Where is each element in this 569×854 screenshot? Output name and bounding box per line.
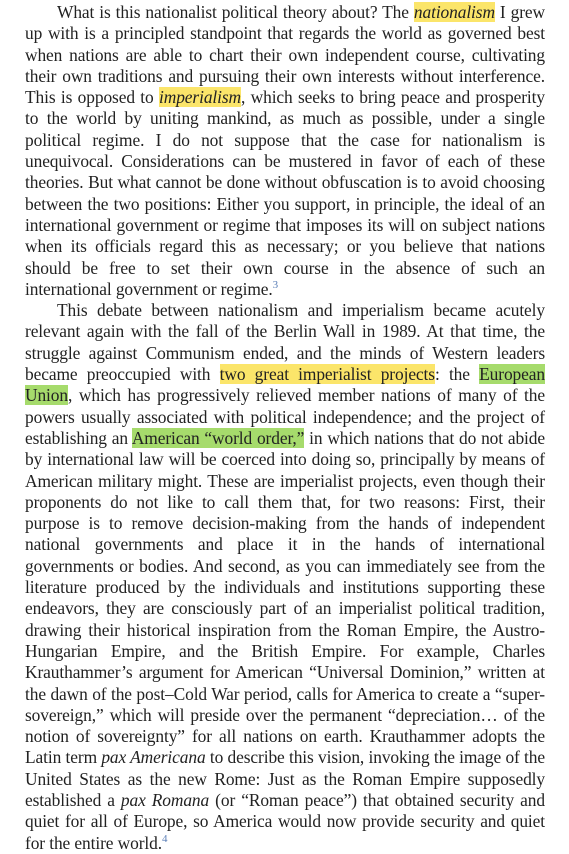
paragraph-post-cold-war-debate — [25, 300, 545, 854]
highlight-american-world-order: American “world order,” — [131, 427, 305, 448]
text-run: to describe this vision, invoking the image of the United States as the new Rome: Just as the Roman Empire supposedly established a — [25, 747, 545, 810]
text-run: : the — [434, 364, 480, 385]
highlight-european-union: European Union — [25, 364, 545, 406]
highlight-imperialism: imperialism — [159, 87, 242, 108]
text-run: in which nations that do not abide by international law will be coerced into doing so, principally by means of American military might. These are imperialist projects, even though their proponents do not like to call them that, for two reasons: First, their purpose is to remove decision-making from the hands of independent national governments and place it in the hands of international governments or bodies. And second, as you can immediately see from the literature produced by the individuals and institutions supporting these endeavors, they are consciously part of an imperialist political tradition, drawing their historical inspiration from the Roman Empire, the Austro-Hungarian Empire, and the British Empire. For example, Charles Krauthammer’s argument for American “Universal Dominion,” written at the dawn of the post–Cold War period, calls for America to create a “super-sovereign,” which will preside over the permanent “depreciation… of the notion of sovereignty” for all nations on earth. Krauthammer adopts the Latin term — [25, 427, 545, 768]
text-run: , which has progressively relieved member nations of many of the powers usually associated with political independence; and the project of establishing an — [25, 385, 545, 448]
text-run: I grew up with is a principled standpoint that regards the world as governed best when nations are able to chart their own independent course, cultivating their own traditions and pursuing their own interests without interference. This is opposed to — [25, 2, 545, 108]
italic-pax-americana: pax Americana — [101, 747, 206, 768]
text-run: This debate between nationalism and imperialism became acutely relevant again with the fall of the Berlin Wall in 1989. At that time, the struggle against Communism ended, and the minds of Western leaders became preoccupied with — [25, 300, 545, 385]
footnote-marker-3[interactable]: 3 — [272, 279, 279, 292]
italic-pax-romana: pax Romana — [120, 789, 210, 810]
highlight-imperialist-projects: two great imperialist projects — [219, 364, 435, 385]
text-run: , which seeks to bring peace and prosperity to the world by uniting mankind, as much as possible, under a single political regime. I do not suppose that the case for nationalism is unequivocal. Considerations can be mustered in favor of each of these theories. But what cannot be done without obfuscation is to avoid choosing between the two positions: Either you support, in principle, the ideal of an international government or regime that imposes its will on subject nations when its officials regard this as necessary; or you believe that nations should be free to set their own course in the absence of such an international government or regime. — [25, 87, 545, 299]
text-run: (or “Roman peace”) that obtained security and quiet for all of Europe, so America would now provide security and quiet for the entire world. — [25, 789, 545, 853]
footnote-marker-4[interactable]: 4 — [161, 832, 168, 845]
paragraph-nationalism-vs-imperialism — [25, 2, 545, 300]
highlight-nationalism: nationalism — [413, 2, 495, 22]
text-run: What is this nationalist political theory about? The — [57, 2, 414, 22]
